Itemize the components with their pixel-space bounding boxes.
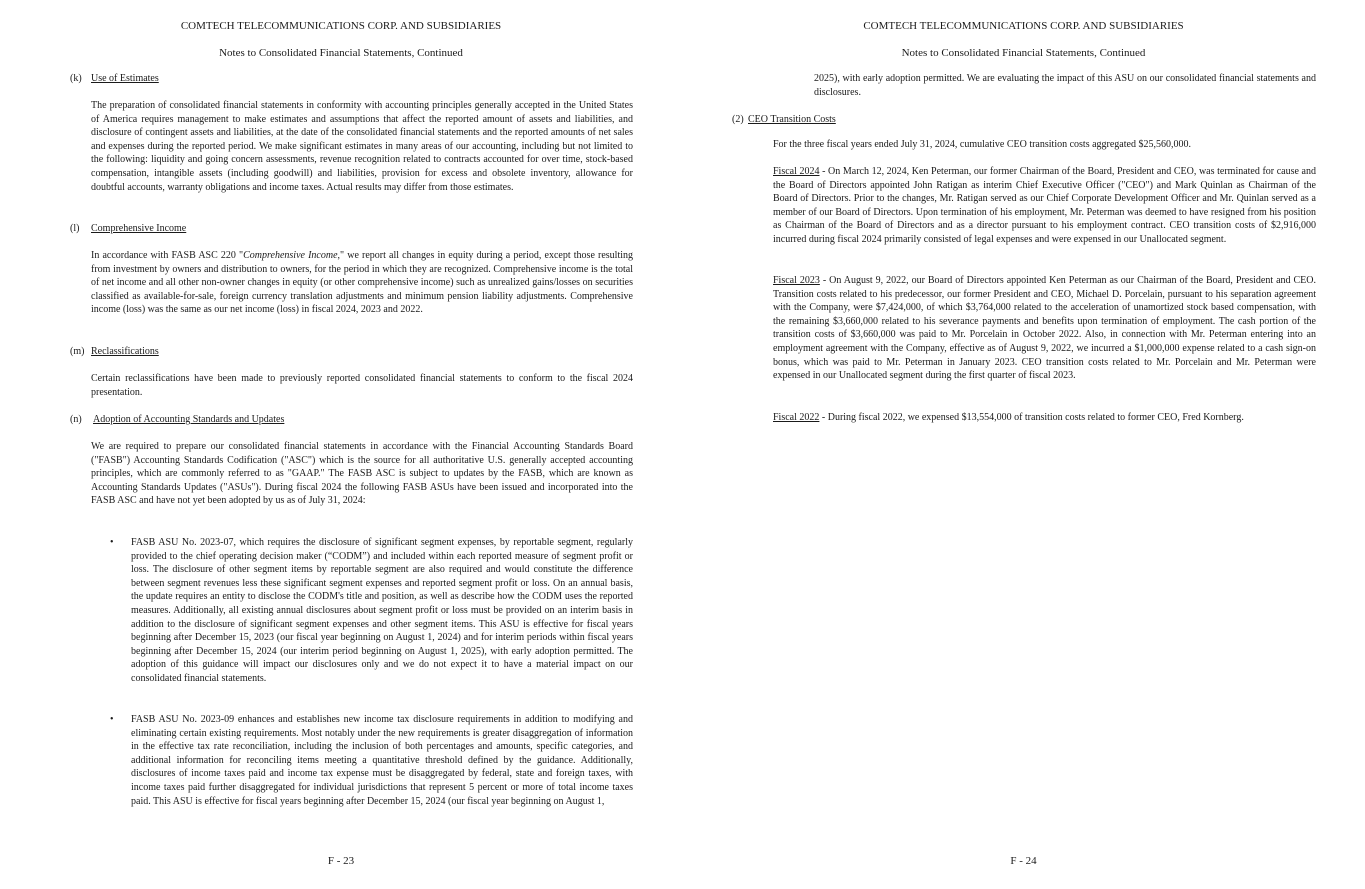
fiscal-2024-paragraph: Fiscal 2024 - On March 12, 2024, Ken Peterman, our former Chairman of the Board, President and CEO, was terminated for cause and the Board of Directors appointed John Ratigan as interim Chief Executive Officer ("CEO") and Mark Quinlan as Chairman of the Board of Directors. Prior to the changes, Mr. Ratigan served as our Chief Corporate Development Officer and Mr. Quinlan served as a member of our Board of Directors. Upon termination of his employment, Mr. Peterman was deemed to have resigned from his position as Chairman of the Board of Directors and as a director pursuant to his employment contract. CEO transition costs of $2,916,000 incurred during fiscal 2024 primarily consisted of legal expenses and were expensed in our Unallocated segment. bbox=[773, 166, 1316, 245]
section-label: (n) bbox=[70, 414, 82, 425]
page-f23 bbox=[0, 0, 682, 889]
bullet-symbol: • bbox=[110, 537, 114, 548]
fiscal-2022-paragraph: Fiscal 2022 - During fiscal 2022, we expensed $13,554,000 of transition costs related to former CEO, Fred Kornberg. bbox=[773, 412, 1244, 423]
section-title: Reclassifications bbox=[91, 346, 159, 357]
section-k-body: The preparation of consolidated financial statements in conformity with accounting principles generally accepted in the United States of America requires management to make estimates and assumptions that affect the reported amount of assets and liabilities, and disclosure of contingent assets and liabilities, at the date of the consolidated financial statements and the reported amounts of net sales and expenses during the reported period. We make significant estimates in many areas of our accounting, including but not limited to the following: liquidity and going concern assessments, revenue recognition related to contracts accounted for over time, stock-based compensation, intangible assets (including goodwill) and liabilities, provision for excess and obsolete inventory, allowance for doubtful accounts, warranty obligations and income taxes. Actual results may differ from those estimates. bbox=[91, 100, 633, 193]
section-label: (l) bbox=[70, 223, 80, 234]
section-title: Use of Estimates bbox=[91, 73, 159, 84]
section-title: CEO Transition Costs bbox=[748, 114, 836, 125]
section-n-body: We are required to prepare our consolidated financial statements in accordance with the Financial Accounting Standards Board ("FASB") Accounting Standards Codification ("ASC") which is the source for all authoritative U.S. generally accepted accounting principles, which are commonly referred to as "GAAP." The FASB ASC is subject to updates by the FASB, which are known as Accounting Standards Updates ("ASUs"). During fiscal 2024 the following FASB ASUs have been issued and incorporated into the FASB ASC and have not yet been adopted by us as of July 31, 2024: bbox=[91, 441, 633, 507]
company-header: COMTECH TELECOMMUNICATIONS CORP. AND SUBSIDIARIES bbox=[180, 20, 502, 32]
notes-subtitle: Notes to Consolidated Financial Statements, Continued bbox=[901, 47, 1146, 59]
bullet-symbol: • bbox=[110, 714, 114, 725]
section-title: Comprehensive Income bbox=[91, 223, 187, 234]
page-number: F - 23 bbox=[327, 855, 355, 867]
notes-subtitle: Notes to Consolidated Financial Statements, Continued bbox=[219, 47, 463, 59]
section-l-body: In accordance with FASB ASC 220 "Comprehensive Income," we report all changes in equity during a period, except those resulting from investment by owners and distribution to owners, for the period in which they are recognized. Comprehensive income is the total of net income and all other non-owner changes in equity (or other comprehensive income) such as unrealized gains/losses on securities classified as available-for-sale, foreign currency translation adjustments and minimum pension liability adjustments. Comprehensive income (loss) was the same as our net income (loss) in fiscal 2024, 2023 and 2022. bbox=[91, 250, 634, 316]
transition-intro: For the three fiscal years ended July 31, 2024, cumulative CEO transition costs aggregated $25,560,000. bbox=[773, 139, 1191, 150]
bullet-asu-2023-07: FASB ASU No. 2023-07, which requires the disclosure of significant segment expenses, by reportable segment, regularly provided to the chief operating decision maker (“CODM”) and included within each reported measure of segment profit or loss. The disclosure of other segment items by reportable segment are also required and would constitute the difference between segment revenues less these significant segment expenses and reported segment profit or loss. On an annual basis, the update requires an entity to disclose the CODM's title and position, as well as describe how the CODM uses the reported measures. Additionally, all existing annual disclosures about segment profit or loss must be provided on an interim basis in addition to the disclosure of significant segment expenses and other segment items. This ASU is effective for fiscal years beginning after December 15, 2023 (our fiscal year beginning on August 1, 2024) and for interim periods within fiscal years beginning after December 15, 2024 (our interim period beginning on August 1, 2025), with early adoption permitted. The adoption of this guidance will impact our disclosures only and we do not expect it to have a material impact on our consolidated financial statements. bbox=[131, 537, 633, 684]
page-f24 bbox=[682, 0, 1365, 889]
section-n-heading bbox=[70, 413, 284, 427]
continuation-paragraph: 2025), with early adoption permitted. We are evaluating the impact of this ASU on our consolidated financial statements and disclosures. bbox=[814, 73, 1316, 98]
page-number: F - 24 bbox=[1010, 855, 1037, 867]
fiscal-2023-paragraph: Fiscal 2023 - On August 9, 2022, our Board of Directors appointed Ken Peterman as our Chairman of the Board, President and CEO. Transition costs related to his predecessor, our former President and CEO, Michael D. Porcelain, pursuant to his separation agreement with the Company, were $7,424,000, of which $3,764,000 related to the acceleration of unamortized stock based compensation, with the remaining $3,660,000 related to his severance payments and benefits upon termination of employment. The cash portion of the transition costs of $3,660,000 was paid to Mr. Porcelain in October 2022. Also, in connection with Mr. Peterman entering into an employment agreement with the Company, effective as of August 9, 2022, we incurred a $1,000,000 expense related to a cash sign-on bonus, which was paid to Mr. Peterman in January 2023. CEO transition costs related to Mr. Porcelain and Mr. Peterman were expensed in our Unallocated segment during the first quarter of fiscal 2023. bbox=[773, 275, 1316, 382]
fiscal-2023-title: Fiscal 2023 bbox=[773, 275, 820, 286]
section-label: (k) bbox=[70, 73, 82, 84]
italic-term: Comprehensive Income bbox=[243, 250, 338, 261]
section-m-heading bbox=[70, 345, 159, 359]
section-m-body: Certain reclassifications have been made to previously reported consolidated financial statements to conform to the fiscal 2024 presentation. bbox=[91, 373, 633, 398]
section-k-heading bbox=[70, 72, 159, 86]
section-title: Adoption of Accounting Standards and Updates bbox=[93, 414, 285, 425]
section-label: (2) bbox=[732, 114, 744, 125]
section-2-heading bbox=[732, 113, 836, 127]
company-header: COMTECH TELECOMMUNICATIONS CORP. AND SUBSIDIARIES bbox=[863, 20, 1184, 32]
fiscal-2022-title: Fiscal 2022 bbox=[773, 412, 820, 423]
section-label: (m) bbox=[70, 346, 85, 357]
bullet-asu-2023-09: FASB ASU No. 2023-09 enhances and establishes new income tax disclosure requirements in addition to modifying and eliminating certain existing requirements. Most notably under the new requirements is greater disaggregation of information in the effective tax rate reconciliation, including the inclusion of both percentages and amounts, specific categories, and additional information for reconciling items meeting a quantitative threshold defined by the guidance. Additionally, disclosures of income taxes paid and income tax expense must be disaggregated by federal, state and foreign taxes, with income taxes paid further disaggregated for individual jurisdictions that represent 5 percent or more of total income taxes paid. This ASU is effective for fiscal years beginning after December 15, 2024 (our fiscal year beginning on August 1, bbox=[131, 714, 633, 807]
fiscal-2024-title: Fiscal 2024 bbox=[773, 166, 820, 177]
section-l-heading bbox=[70, 222, 186, 236]
